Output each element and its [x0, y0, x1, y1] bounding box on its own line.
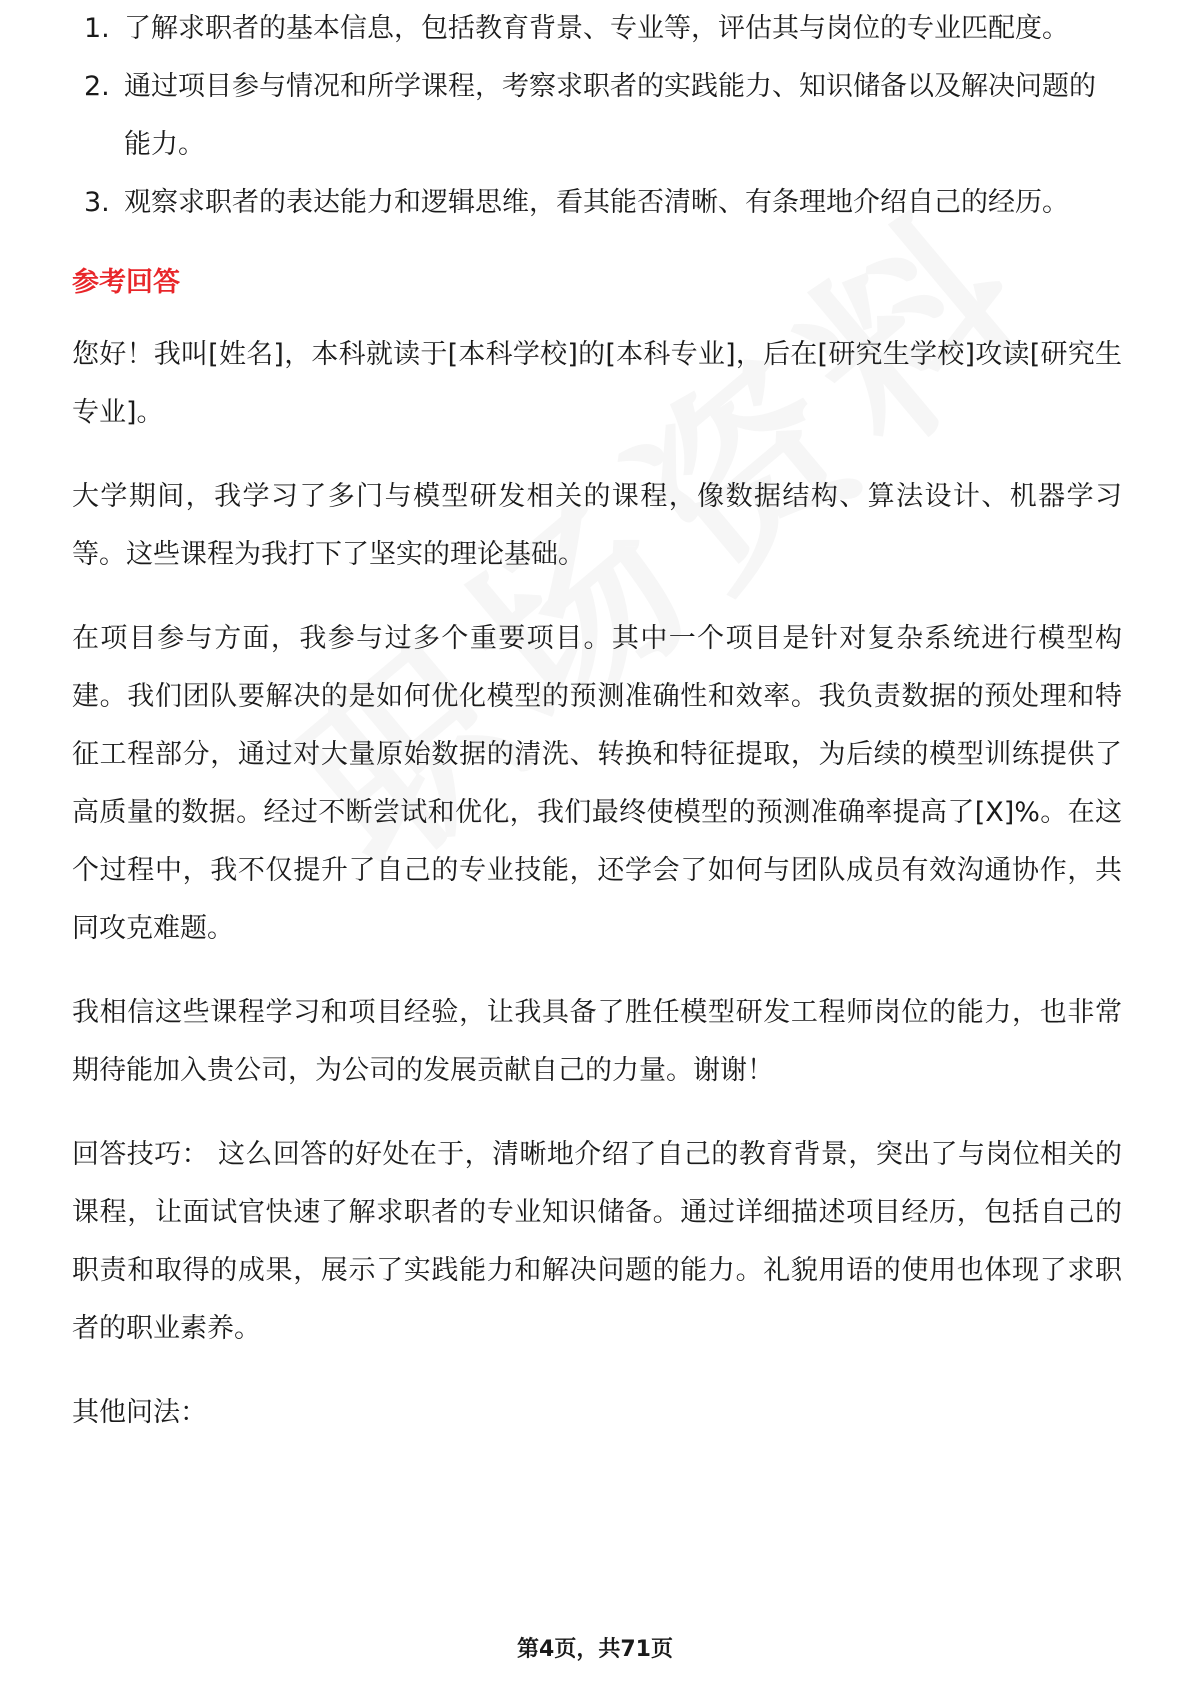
paragraph-other-questions: 其他问法： — [72, 1397, 207, 1428]
list-number: 3. — [84, 187, 110, 218]
list-item — [72, 174, 1122, 232]
page-content — [72, 13, 1122, 1468]
numbered-list — [72, 0, 1122, 232]
list-number: 1. — [84, 13, 110, 44]
paragraph-tips: 回答技巧： 这么回答的好处在于，清晰地介绍了自己的教育背景，突出了与岗位相关的课程，让面试官快速了解求职者的专业知识储备。通过详细描述项目经历，包括自己的职责和取得的成果，展示了实践能力和解决问题的能力。礼貌用语的使用也体现了求职者的职业素养。 — [72, 1139, 1122, 1344]
paragraph-courses: 大学期间，我学习了多门与模型研发相关的课程，像数据结构、算法设计、机器学习等。这些课程为我打下了坚实的理论基础。 — [72, 481, 1122, 570]
list-number: 2. — [84, 71, 110, 102]
page-footer: 第4页，共71页 — [517, 1637, 673, 1662]
paragraph-intro: 您好！我叫[姓名]，本科就读于[本科学校]的[本科专业]，后在[研究生学校]攻读[研究生专业]。 — [72, 339, 1122, 428]
list-item — [72, 0, 1122, 58]
list-text: 通过项目参与情况和所学课程，考察求职者的实践能力、知识储备以及解决问题的能力。 — [124, 71, 1096, 160]
paragraph-closing: 我相信这些课程学习和项目经验，让我具备了胜任模型研发工程师岗位的能力，也非常期待能加入贵公司，为公司的发展贡献自己的力量。谢谢！ — [72, 997, 1122, 1086]
paragraph-project: 在项目参与方面，我参与过多个重要项目。其中一个项目是针对复杂系统进行模型构建。我们团队要解决的是如何优化模型的预测准确性和效率。我负责数据的预处理和特征工程部分，通过对大量原始数据的清洗、转换和特征提取，为后续的模型训练提供了高质量的数据。经过不断尝试和优化，我们最终使模型的预测准确率提高了[X]%。在这个过程中，我不仅提升了自己的专业技能，还学会了如何与团队成员有效沟通协作，共同攻克难题。 — [72, 623, 1122, 944]
list-item — [72, 58, 1122, 174]
reference-answer-heading: 参考回答 — [72, 267, 180, 298]
list-text: 观察求职者的表达能力和逻辑思维，看其能否清晰、有条理地介绍自己的经历。 — [124, 187, 1069, 218]
list-text: 了解求职者的基本信息，包括教育背景、专业等，评估其与岗位的专业匹配度。 — [124, 13, 1069, 44]
